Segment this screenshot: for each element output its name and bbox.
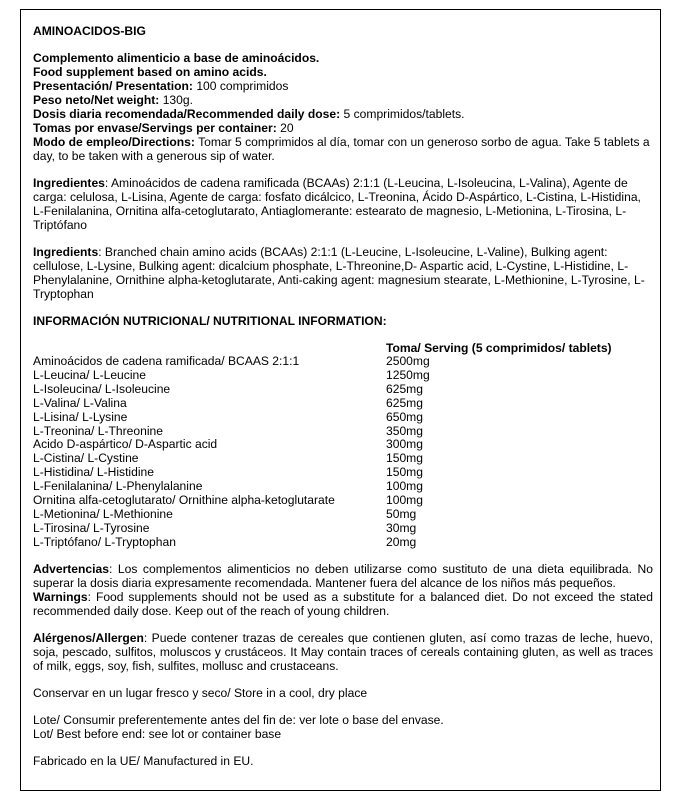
ingredients-en-label: Ingredients (33, 245, 99, 259)
ingredients-en (33, 245, 653, 301)
warnings-en (33, 590, 653, 618)
nutrient-name: L-Tirosina/ L-Tyrosine (33, 520, 150, 535)
warnings-en-text: : Food supplements should not be used as a substitute for a balanced diet. Do not exceed the stated recommended daily dose. Keep out of the reach of young children. (33, 589, 653, 618)
nutrition-heading: INFORMACIÓN NUTRICIONAL/ NUTRITIONAL INFORMATION: (33, 314, 387, 328)
nutrient-amount: 625mg (386, 381, 423, 396)
nutrition-serving-header: Toma/ Serving (5 comprimidos/ tablets) (386, 341, 612, 355)
detail-line (33, 107, 653, 121)
label-frame (20, 9, 661, 791)
allergens-label: Alérgenos/Allergen (33, 630, 144, 645)
intro-es: Complemento alimenticio a base de aminoácidos. (33, 51, 320, 65)
ingredients-es (33, 176, 653, 232)
nutrition-row (33, 536, 612, 550)
nutrition-row (33, 397, 612, 411)
nutrient-name: L-Treonina/ L-Threonine (33, 423, 163, 438)
nutrition-row (33, 452, 612, 466)
warnings-es-label: Advertencias (33, 561, 109, 576)
nutrition-table-body (33, 355, 612, 550)
nutrient-amount: 625mg (386, 395, 423, 410)
nutrient-name: L-Cistina/ L-Cystine (33, 451, 139, 466)
warnings-en-label: Warnings (33, 589, 88, 604)
nutrient-amount: 350mg (386, 423, 423, 438)
detail-value: 130g. (159, 93, 193, 107)
nutrition-row (33, 438, 612, 452)
nutrient-name: L-Valina/ L-Valina (33, 395, 127, 410)
nutrient-amount: 150mg (386, 465, 423, 480)
nutrition-row (33, 466, 612, 480)
ingredients-en-text: : Branched chain amino acids (BCAAs) 2:1:1 (L-Leucine, L-Isoleucine, L-Valine), Bulking agent: cellulose, L-Lysine, Bulking agent: dicalcium phosphate, L-Threonine,D- Aspartic acid, L-Cystine, L-Histidine, L-Phenylalanine, Ornithine alpha-ketoglutarate, Anti-caking agent: magnesium stearate, L-Methionine, L-Tyrosine, L-Tryptophan (33, 245, 645, 301)
nutrient-name: L-Metionina/ L-Methionine (33, 506, 173, 521)
detail-label: Peso neto/Net weight: (33, 93, 160, 107)
detail-value: 5 comprimidos/tablets. (340, 107, 465, 121)
nutrition-table (33, 341, 612, 550)
detail-label: Dosis diaria recomendada/Recommended daily dose: (33, 107, 341, 121)
nutrition-row (33, 425, 612, 439)
warnings-es (33, 562, 653, 590)
nutrient-amount: 2500mg (386, 354, 430, 368)
detail-line (33, 93, 653, 107)
storage-text: Conservar en un lugar fresco y seco/ Store in a cool, dry place (33, 685, 368, 700)
nutrient-amount: 1250mg (386, 367, 430, 382)
nutrient-amount: 100mg (386, 479, 423, 494)
nutrient-name: L-Fenilalanina/ L-Phenylalanine (33, 479, 203, 494)
intro-en: Food supplement based on amino acids. (33, 65, 267, 79)
nutrition-row (33, 522, 612, 536)
label-content (33, 24, 653, 768)
origin-text: Fabricado en la UE/ Manufactured in EU. (33, 753, 254, 768)
detail-value: 100 comprimidos (192, 79, 289, 93)
nutrition-row (33, 480, 612, 494)
nutrition-row (33, 508, 612, 522)
nutrient-amount: 30mg (386, 520, 417, 535)
detail-line (33, 121, 653, 135)
warnings-es-text: : Los complementos alimenticios no deben utilizarse como sustituto de una dieta equilibrada. No superar la dosis diaria expresamente recomendada. Mantener fuera del alcance de los niños más pequeños. (33, 561, 653, 590)
nutrient-amount: 150mg (386, 451, 423, 466)
lot-es: Lote/ Consumir preferentemente antes del fin de: ver lote o base del envase. (33, 712, 444, 727)
nutrient-name: L-Leucina/ L-Leucine (33, 367, 146, 382)
allergens (33, 631, 653, 673)
nutrient-name: L-Triptófano/ L-Tryptophan (33, 534, 176, 549)
detail-value: Tomar 5 comprimidos al día, tomar con un generoso sorbo de agua. Take 5 tablets a day, to be taken with a generous sip of water. (33, 135, 650, 163)
detail-label: Presentación/ Presentation: (33, 79, 193, 93)
nutrient-name: L-Lisina/ L-Lysine (33, 409, 128, 424)
nutrition-name-header (33, 341, 386, 355)
detail-label: Tomas por envase/Servings per container: (33, 121, 277, 135)
lot-en: Lot/ Best before end: see lot or container base (33, 726, 282, 741)
detail-line (33, 135, 653, 163)
nutrient-amount: 50mg (386, 506, 417, 521)
nutrient-amount: 100mg (386, 493, 423, 508)
detail-value: 20 (276, 121, 294, 135)
detail-line (33, 79, 653, 93)
nutrient-name: Aminoácidos de cadena ramificada/ BCAAS 2:1:1 (33, 354, 300, 368)
nutrition-row (33, 411, 612, 425)
product-details (33, 79, 653, 163)
detail-label: Modo de empleo/Directions: (33, 135, 195, 149)
nutrient-name: Acido D-aspártico/ D-Aspartic acid (33, 437, 218, 452)
nutrition-row (33, 369, 612, 383)
ingredients-es-text: : Aminoácidos de cadena ramificada (BCAAs) 2:1:1 (L-Leucina, L-Isoleucina, L-Valina), Agente de carga: celulosa, L-Lisina, Agente de carga: fosfato dicálcico, L-Treonina, Ácido D-Aspártico, L-Cistina, L-Histidina, L-Fenilalanina, Ornitina alfa-cetoglutarato, Antiaglomerante: estearato de magnesio, L-Metionina, L-Tirosina, L-Triptófano (33, 176, 641, 232)
nutrient-amount: 650mg (386, 409, 423, 424)
nutrient-amount: 20mg (386, 534, 417, 549)
ingredients-es-label: Ingredientes (33, 176, 105, 190)
product-title: AMINOACIDOS-BIG (33, 24, 146, 38)
nutrition-row (33, 383, 612, 397)
nutrient-name: L-Isoleucina/ L-Isoleucine (33, 381, 171, 396)
nutrition-row (33, 355, 612, 369)
nutrient-name: L-Histidina/ L-Histidine (33, 465, 154, 480)
nutrition-row (33, 494, 612, 508)
nutrient-name: Ornitina alfa-cetoglutarato/ Ornithine alpha-ketoglutarate (33, 493, 335, 508)
nutrient-amount: 300mg (386, 437, 423, 452)
allergens-text: : Puede contener trazas de cereales que contienen gluten, así como trazas de leche, huevo, soja, pescado, sulfitos, moluscos y crustáceos. It May contain traces of cereals containing gluten, as well as traces of milk, eggs, soy, fish, sulfites, mollusc and crustaceans. (33, 630, 653, 673)
